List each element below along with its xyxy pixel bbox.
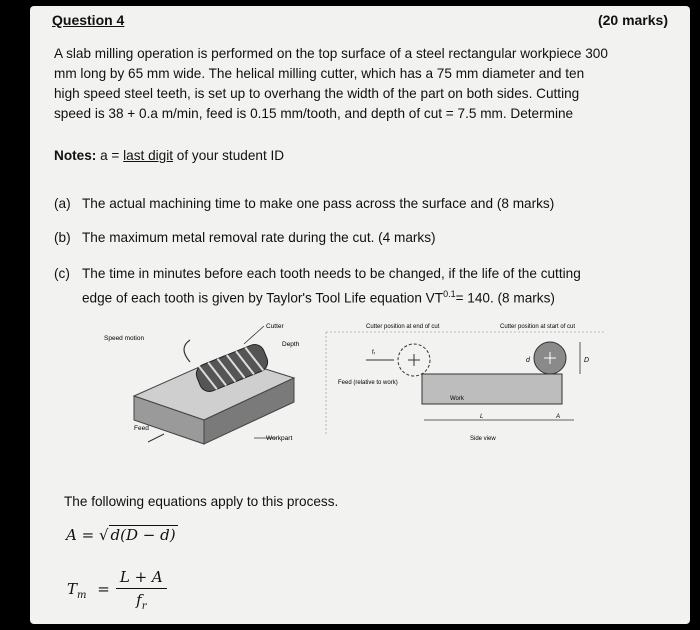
problem-statement <box>54 44 654 124</box>
part-text: The maximum metal removal rate during the cut. (4 marks) <box>82 230 436 245</box>
taylor-exponent: 0.1 <box>443 289 456 299</box>
side-view-label: Side view <box>470 436 496 442</box>
part-a <box>54 194 554 214</box>
part-label: (b) <box>54 230 71 245</box>
problem-line: speed is 38 + 0.a m/min, feed is 0.15 mm/tooth, and depth of cut = 7.5 mm. Determine <box>54 106 574 121</box>
eq-t-lhs: T <box>67 580 78 598</box>
part-text: The actual machining time to make one pass across the surface and (8 marks) <box>82 196 555 211</box>
eq-t-equals: = <box>97 580 110 598</box>
rotation-arrow <box>184 340 190 362</box>
equations-intro: The following equations apply to this process. <box>64 494 339 509</box>
notes-rest: of your student ID <box>176 148 285 163</box>
feed-relative-label: Feed (relative to work) <box>338 380 398 386</box>
D-label: D <box>584 357 590 364</box>
notes <box>54 148 284 163</box>
work-block <box>422 374 562 404</box>
depth-label: Depth <box>282 341 300 348</box>
part-text: The time in minutes before each tooth needs to be changed, if the life of the cutting <box>82 266 581 281</box>
part-text: = 140. (8 marks) <box>455 290 555 306</box>
start-position-label: Cutter position at start of cut <box>500 324 576 330</box>
part-label: (c) <box>54 266 70 281</box>
eq-t-numerator: L + A <box>116 568 167 589</box>
part-text: edge of each tooth is given by Taylor's Tool Life equation VT <box>82 290 444 306</box>
A-label: A <box>556 414 561 420</box>
question-sheet <box>30 6 690 624</box>
cutter-label: Cutter <box>266 323 284 330</box>
feed-label: Feed <box>134 425 149 432</box>
fr-label: fᵣ <box>372 350 376 356</box>
part-label: (a) <box>54 196 71 211</box>
eq-t-den-sub: r <box>141 601 147 612</box>
total-marks: (20 marks) <box>597 12 668 28</box>
cutter-leader <box>244 326 264 344</box>
feed-arrow <box>148 434 164 442</box>
equation-machining-time <box>66 568 167 613</box>
equation-approach <box>66 526 178 544</box>
eq-t-sub: m <box>77 590 87 601</box>
part-b <box>54 228 436 248</box>
notes-label: Notes: <box>54 148 97 163</box>
milling-figure <box>104 316 624 456</box>
eq-t-denominator <box>116 589 167 614</box>
eq-a-lhs: A = <box>66 526 95 544</box>
sqrt-sign: √ <box>98 526 109 544</box>
part-c <box>54 264 581 309</box>
workpart-label: Workpart <box>266 435 293 442</box>
problem-line: mm long by 65 mm wide. The helical milling cutter, which has a 75 mm diameter and ten <box>54 66 585 81</box>
work-label: Work <box>450 396 464 402</box>
notes-var: a = <box>100 148 120 163</box>
problem-line: A slab milling operation is performed on the top surface of a steel rectangular workpiece 300 <box>54 46 608 61</box>
question-title: Question 4 <box>52 12 125 28</box>
eq-t-den-f: f <box>136 591 142 609</box>
slab-milling-illustration <box>104 323 300 444</box>
d-label: d <box>526 357 530 364</box>
speed-label: Speed motion <box>104 335 145 342</box>
problem-line: high speed steel teeth, is set up to overhang the width of the part on both sides. Cutting <box>54 86 580 101</box>
eq-t-layout <box>66 568 167 613</box>
end-position-label: Cutter position at end of cut <box>366 324 440 330</box>
eq-a-radicand: d(D − d) <box>110 526 176 544</box>
L-label: L <box>480 414 484 420</box>
notes-last-digit: last digit <box>123 148 174 163</box>
side-view-diagram <box>326 324 604 442</box>
